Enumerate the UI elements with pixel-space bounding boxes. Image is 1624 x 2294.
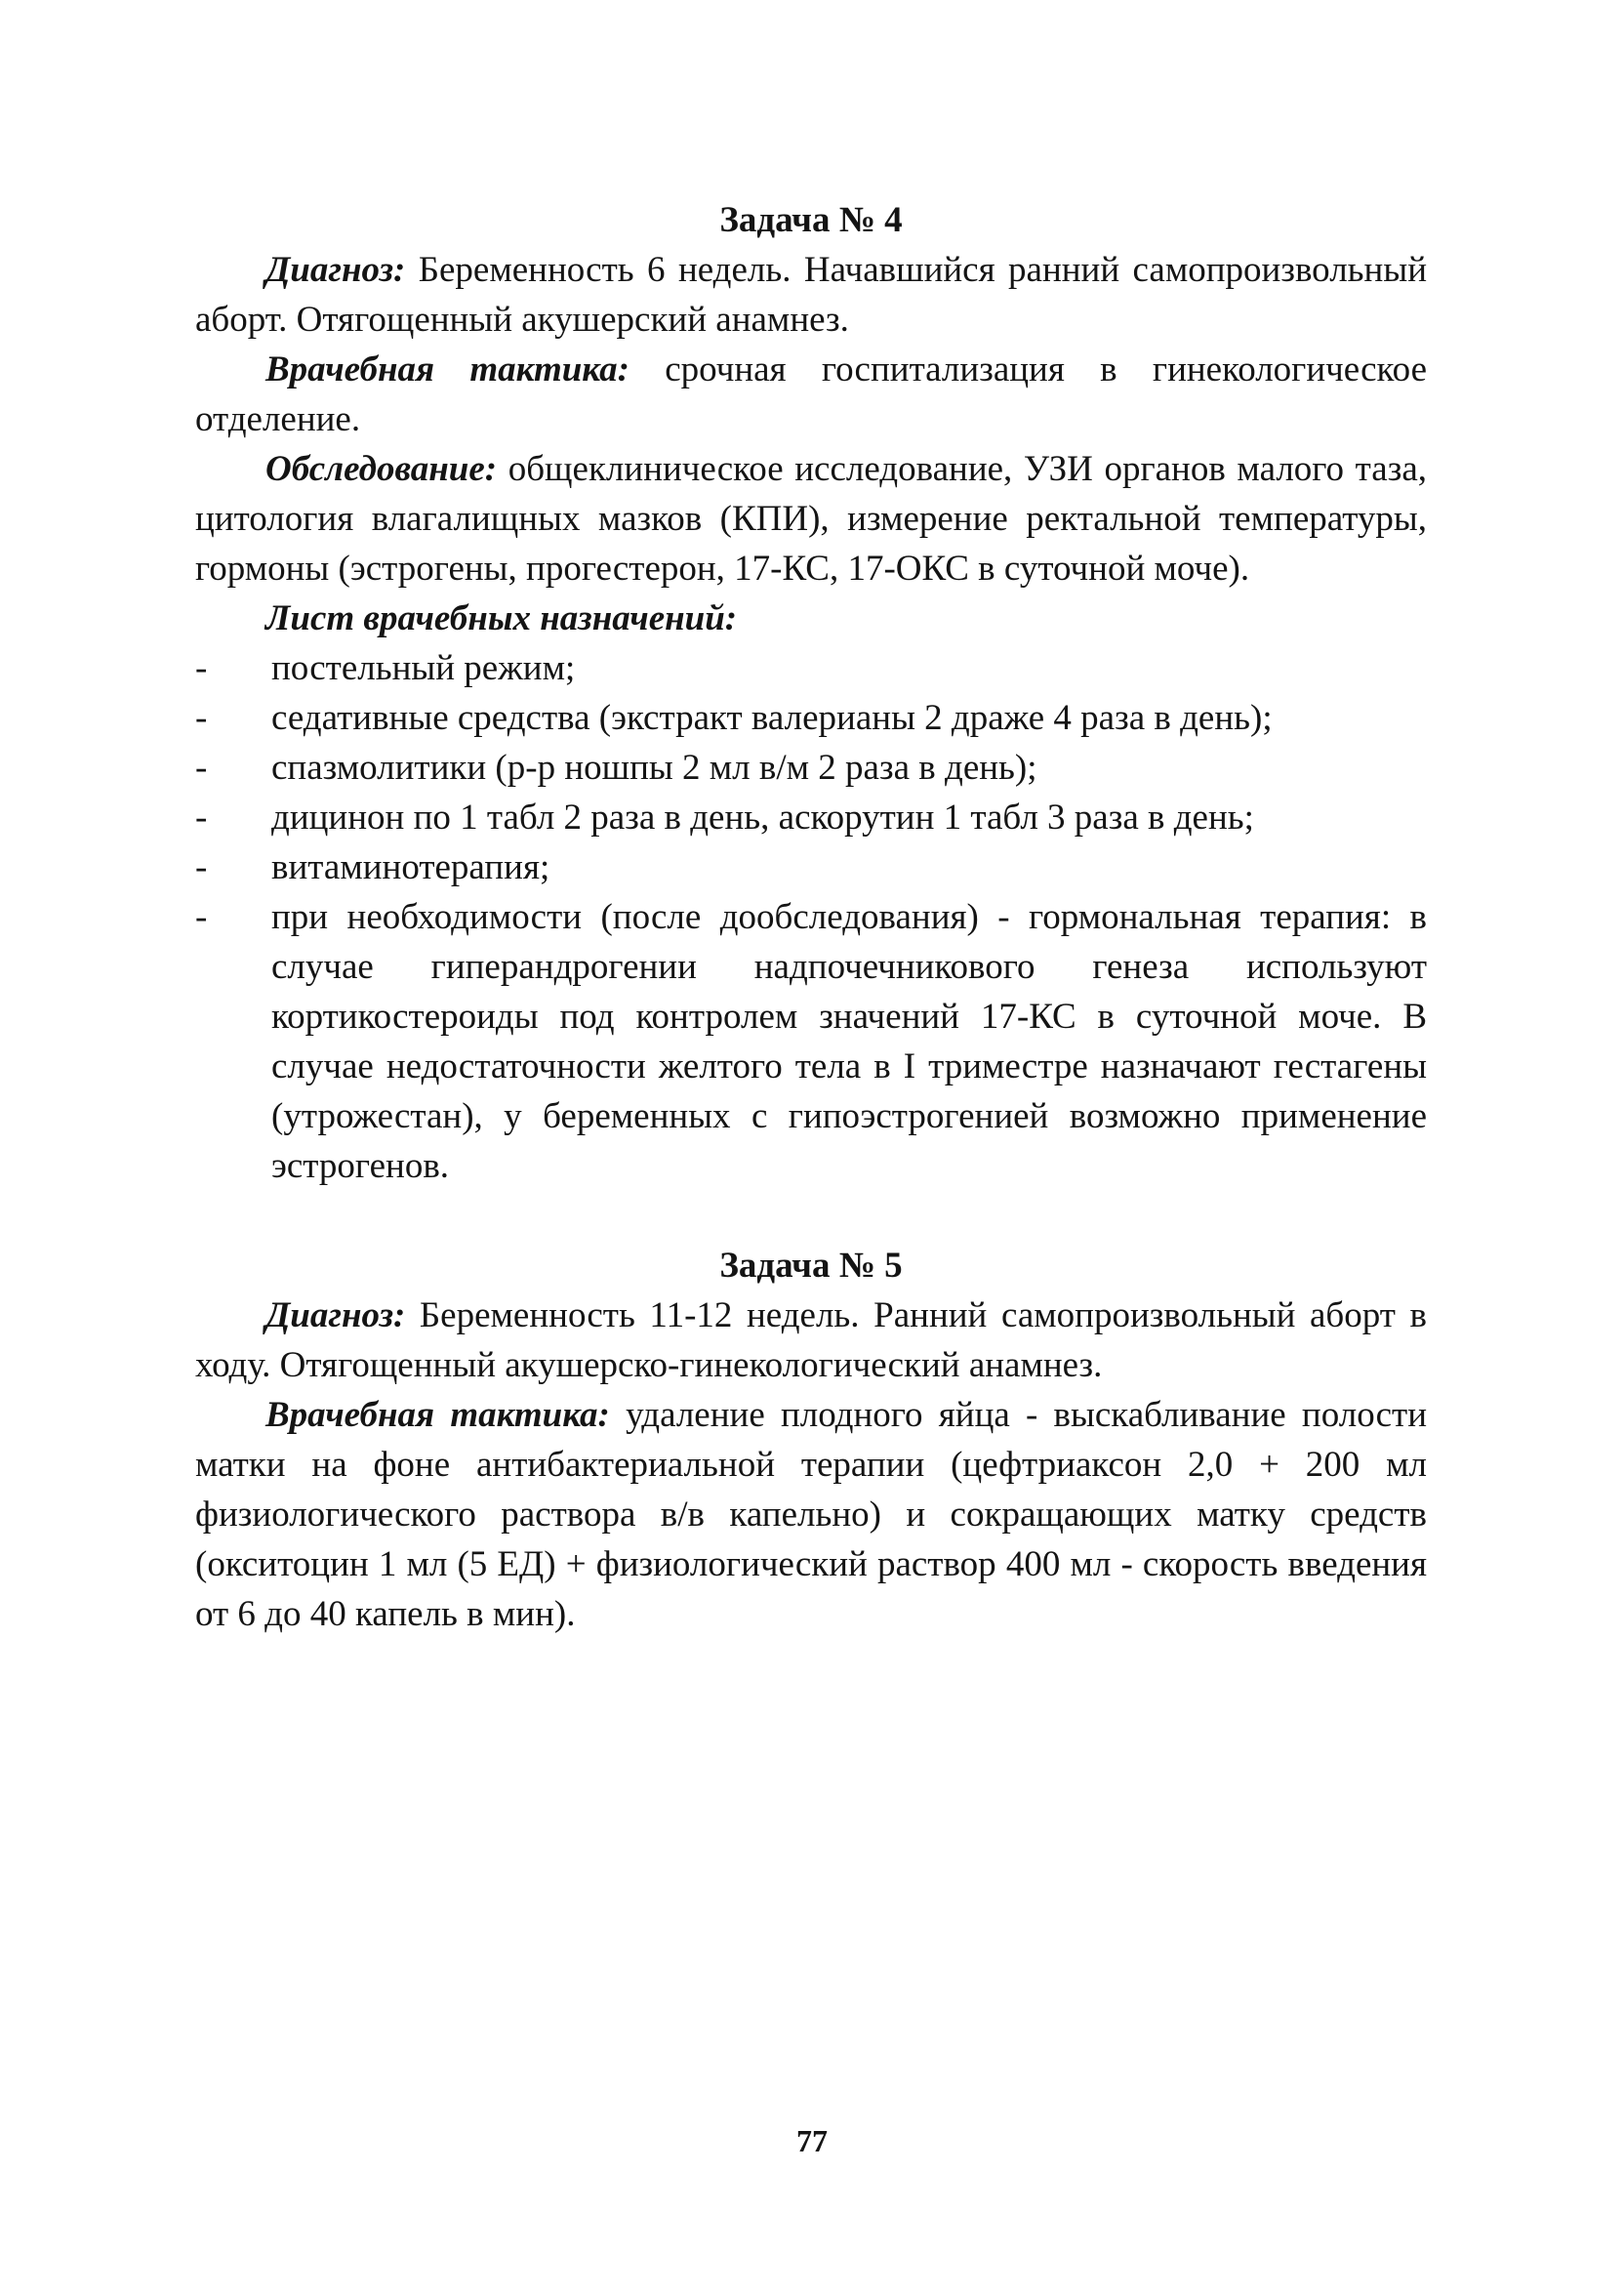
tactics-text: срочная госпитализация в гинекологическое отделение. [195, 349, 1428, 439]
list-dash: - [195, 748, 208, 788]
list-item-text: седативные средства (экстракт валерианы 2 драже 4 раза в день); [271, 698, 1273, 738]
list-dash: - [195, 897, 208, 937]
list-item-text: витаминотерапия; [271, 847, 550, 887]
tactics-label: Врачебная тактика: [265, 349, 629, 389]
list-dash: - [195, 798, 208, 838]
list-dash: - [195, 648, 208, 688]
task-4-diagnosis [195, 245, 1427, 345]
diagnosis-text: Беременность 11-12 недель. Ранний самопроизвольный аборт в ходу. Отягощенный акушерско-гинекологический анамнез. [195, 1295, 1427, 1385]
list-dash: - [195, 698, 208, 738]
task-4-tactics [195, 345, 1427, 444]
list-item [195, 693, 1427, 743]
diagnosis-label: Диагноз: [265, 1295, 406, 1335]
list-item [195, 892, 1427, 1191]
task-5-tactics [195, 1390, 1427, 1639]
examination-label: Обследование: [265, 449, 498, 489]
task-4-examination [195, 444, 1427, 594]
list-item [195, 842, 1427, 892]
prescriptions-heading: Лист врачебных назначений: [265, 598, 738, 638]
task-5-title: Задача № 5 [719, 1246, 903, 1286]
diagnosis-label: Диагноз: [265, 250, 406, 290]
list-item-text: дицинон по 1 табл 2 раза в день, аскорутин 1 табл 3 раза в день; [271, 798, 1254, 838]
list-item [195, 643, 1427, 693]
list-item-text: при необходимости (после дообследования) - гормональная терапия: в случае гиперандрогении надпочечникового генеза используют кортикостероиды под контролем значений 17-КС в суточной моче. В случае недостаточности желтого тела в I триместре назначают гестагены (утрожестан), у беременных с гипоэстрогенией возможно применение эстрогенов. [271, 897, 1427, 1186]
list-dash: - [195, 847, 208, 887]
task-4-section [195, 195, 1427, 1191]
tactics-label: Врачебная тактика: [265, 1395, 610, 1435]
list-item [195, 743, 1427, 793]
tactics-text: удаление плодного яйца - выскабливание полости матки на фоне антибактериальной терапии (цефтриаксон 2,0 + 200 мл физиологического раствора в/в капельно) и сокращающих матку средств (окситоцин 1 мл (5 ЕД) + физиологический раствор 400 мл - скорость введения от 6 до 40 капель в мин). [195, 1395, 1428, 1634]
task-5-diagnosis [195, 1290, 1427, 1390]
list-item-text: спазмолитики (р-р ношпы 2 мл в/м 2 раза в день); [271, 748, 1037, 788]
page-content [195, 195, 1427, 1639]
page-number: 77 [796, 2123, 828, 2158]
prescriptions-list [195, 643, 1427, 1191]
task-4-title: Задача № 4 [719, 200, 903, 240]
list-item-text: постельный режим; [271, 648, 576, 688]
task-5-section [195, 1241, 1427, 1639]
examination-text: общеклиническое исследование, УЗИ органов малого таза, цитология влагалищных мазков (КПИ), измерение ректальной температуры, гормоны (эстрогены, прогестерон, 17-КС, 17-ОКС в суточной моче). [195, 449, 1427, 589]
diagnosis-text: Беременность 6 недель. Начавшийся ранний самопроизвольный аборт. Отягощенный акушерский анамнез. [195, 250, 1427, 340]
list-item [195, 793, 1427, 842]
section-gap [195, 1191, 1427, 1241]
